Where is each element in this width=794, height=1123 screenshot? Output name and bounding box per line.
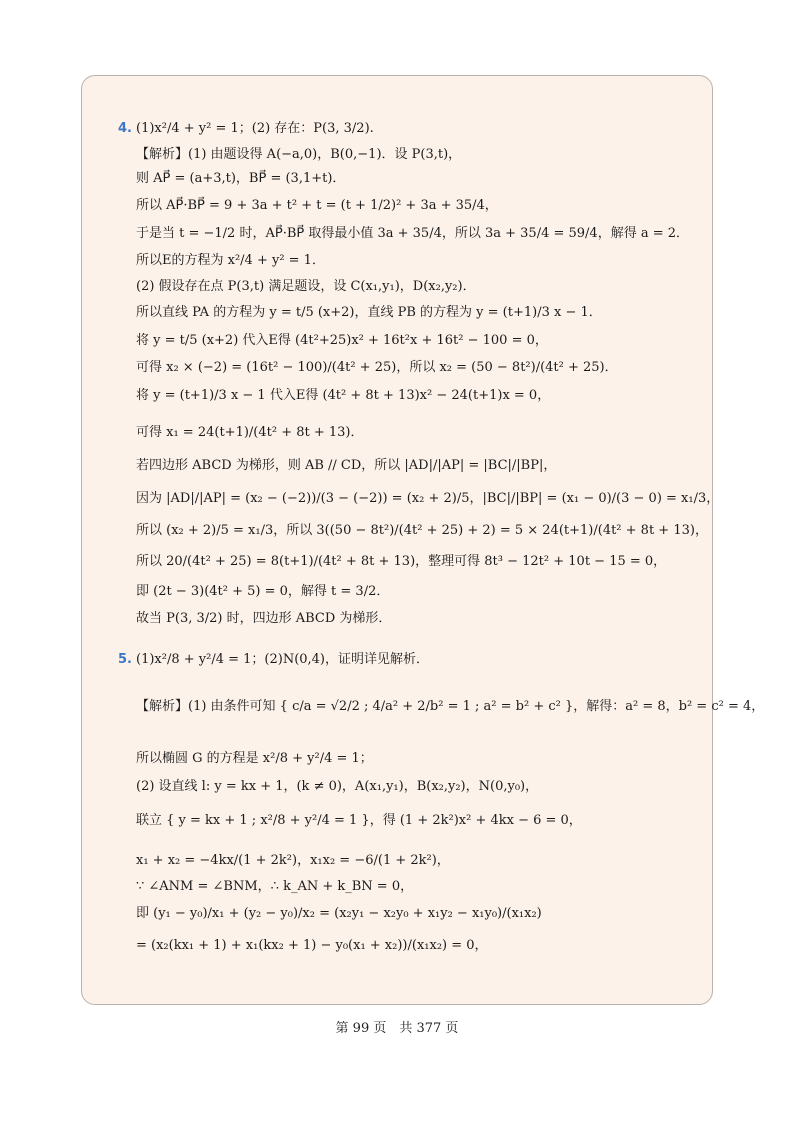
solution-line: 可得 x₂ × (−2) = (16t² − 100)/(4t² + 25)，所以 x₂ = (50 − 8t²)/(4t² + 25)． — [136, 360, 618, 375]
solution-line: (2) 设直线 l: y = kx + 1，(k ≠ 0)，A(x₁,y₁)，B(x₂,y₂)，N(0,y₀)， — [136, 779, 539, 794]
solution-line: 所以直线 PA 的方程为 y = t/5 (x+2)，直线 PB 的方程为 y = (t+1)/3 x − 1． — [136, 305, 602, 320]
solution-line: 若四边形 ABCD 为梯形，则 AB // CD，所以 |AD|/|AP| = |BC|/|BP|， — [136, 458, 557, 473]
problem-number: 4. — [118, 121, 132, 136]
solution-line: 所以椭圆 G 的方程是 x²/8 + y²/4 = 1； — [136, 751, 373, 766]
solution-line: 可得 x₁ = 24(t+1)/(4t² + 8t + 13)． — [136, 425, 364, 440]
solution-line: 所以E的方程为 x²/4 + y² = 1． — [136, 253, 325, 268]
problem-number: 5. — [118, 652, 132, 667]
solution-line: 联立 { y = kx + 1 ; x²/8 + y²/4 = 1 }，得 (1 + 2k²)x² + 4kx − 6 = 0， — [136, 813, 582, 828]
page-footer: 第 99 页 共 377 页 — [335, 1021, 459, 1036]
solution-line: 因为 |AD|/|AP| = (x₂ − (−2))/(3 − (−2)) = (x₂ + 2)/5，|BC|/|BP| = (x₁ − 0)/(3 − 0) = x₁/3， — [136, 491, 720, 506]
solution-line: 即 (2t − 3)(4t² + 5) = 0，解得 t = 3/2． — [136, 584, 390, 599]
solution-content — [82, 76, 765, 1004]
solution-line: 将 y = t/5 (x+2) 代入E得 (4t²+25)x² + 16t²x + 16t² − 100 = 0， — [136, 333, 548, 348]
solution-line: 【解析】(1) 由题设得 A(−a,0)，B(0,−1)．设 P(3,t)， — [136, 147, 462, 162]
solution-line: 所以 (x₂ + 2)/5 = x₁/3，所以 3((50 − 8t²)/(4t² + 25) + 2) = 5 × 24(t+1)/(4t² + 8t + 13)， — [136, 523, 708, 538]
solution-line: = (x₂(kx₁ + 1) + x₁(kx₂ + 1) − y₀(x₁ + x₂))/(x₁x₂) = 0， — [136, 938, 488, 953]
solution-line: ∵ ∠ANM = ∠BNM，∴ k_AN + k_BN = 0， — [136, 879, 414, 894]
answer-line: (1)x²/4 + y² = 1；(2) 存在：P(3, 3/2). — [136, 121, 374, 136]
content-panel — [81, 75, 765, 1005]
answer-line: (1)x²/8 + y²/4 = 1；(2)N(0,4)，证明详见解析． — [136, 652, 430, 667]
solution-line: (2) 假设存在点 P(3,t) 满足题设，设 C(x₁,y₁)，D(x₂,y₂)． — [136, 279, 476, 294]
solution-line: 【解析】(1) 由条件可知 { c/a = √2/2 ; 4/a² + 2/b² = 1 ; a² = b² + c² }，解得：a² = 8，b² = c² = 4， — [136, 699, 765, 714]
solution-line: 将 y = (t+1)/3 x − 1 代入E得 (4t² + 8t + 13)x² − 24(t+1)x = 0， — [136, 388, 551, 403]
solution-line: x₁ + x₂ = −4kx/(1 + 2k²)，x₁x₂ = −6/(1 + 2k²)， — [136, 853, 450, 868]
solution-line: 所以 20/(4t² + 25) = 8(t+1)/(4t² + 8t + 13)，整理可得 8t³ − 12t² + 10t − 15 = 0， — [136, 554, 667, 569]
solution-line: 则 AP⃗ = (a+3,t)，BP⃗ = (3,1+t)． — [136, 171, 346, 186]
solution-line: 于是当 t = −1/2 时，AP⃗·BP⃗ 取得最小值 3a + 35/4，所以 3a + 35/4 = 59/4，解得 a = 2． — [136, 226, 690, 241]
solution-line: 即 (y₁ − y₀)/x₁ + (y₂ − y₀)/x₂ = (x₂y₁ − x₂y₀ + x₁y₂ − x₁y₀)/(x₁x₂) — [136, 906, 542, 921]
solution-line: 故当 P(3, 3/2) 时，四边形 ABCD 为梯形． — [136, 611, 392, 626]
solution-line: 所以 AP⃗·BP⃗ = 9 + 3a + t² + t = (t + 1/2)² + 3a + 35/4， — [136, 198, 498, 213]
